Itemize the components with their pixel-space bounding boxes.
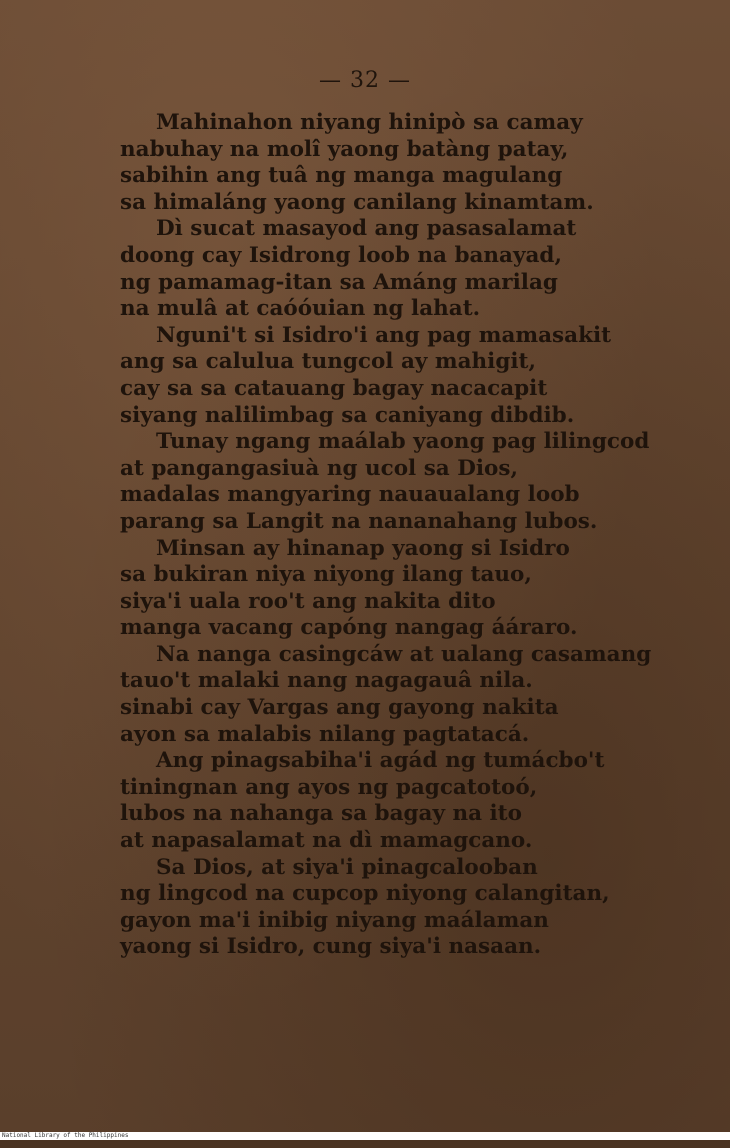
poem-line: tiningnan ang ayos ng pagcatotoó, [120, 774, 538, 800]
poem-line: sabihin ang tuâ ng manga magulang [120, 163, 563, 189]
stanza [120, 216, 700, 322]
poem-line: nabuhay na molî yaong batàng patay, [120, 136, 569, 162]
page-number: — 32 — [319, 68, 411, 93]
poem-line: tauo't malaki nang nagagauâ nila. [120, 668, 533, 694]
footer-bar [0, 1132, 730, 1140]
stanza [120, 855, 700, 961]
poem-line: ang sa calulua tungcol ay mahigit, [120, 349, 536, 375]
poem-line: ng pamamag-itan sa Amáng marilag [120, 269, 558, 295]
poem-line: manga vacang capóng nangag ááraro. [120, 615, 578, 641]
poem-line: na mulâ at caóóuian ng lahat. [120, 296, 481, 322]
poem-line: sinabi cay Vargas ang gayong nakita [120, 695, 559, 721]
poem-line: sa bukiran niya niyong ilang tauo, [120, 562, 532, 588]
poem-line: Na nanga casingcáw at ualang casamang [156, 641, 652, 667]
stanza [120, 323, 700, 429]
poem-line: yaong si Isidro, cung siya'i nasaan. [120, 934, 542, 960]
poem-line: lubos na nahanga sa bagay na ito [120, 801, 522, 827]
poem-line: Nguni't si Isidro'i ang pag mamasakit [156, 322, 612, 348]
stanza [120, 429, 700, 535]
poem-text [120, 110, 700, 961]
poem-line: at pangangasiuà ng ucol sa Dios, [120, 455, 518, 481]
poem-line: parang sa Langit na nananahang lubos. [120, 508, 598, 534]
poem-line: Dì sucat masayod ang pasasalamat [156, 216, 577, 242]
poem-line: ayon sa malabis nilang pagtatacá. [120, 721, 530, 747]
poem-line: siyang nalilimbag sa caniyang dibdib. [120, 402, 575, 428]
poem-line: siya'i uala roo't ang nakita dito [120, 588, 496, 614]
poem-line: Minsan ay hinanap yaong si Isidro [156, 535, 570, 561]
poem-line: sa himaláng yaong canilang kinamtam. [120, 189, 594, 215]
poem-line: Sa Dios, at siya'i pinagcalooban [156, 854, 538, 880]
poem-line: at napasalamat na dì mamagcano. [120, 828, 533, 854]
poem-line: Mahinahon niyang hinipò sa camay [156, 110, 583, 135]
stanza [120, 642, 700, 748]
stanza [120, 536, 700, 642]
poem-line: cay sa sa catauang bagay nacacapit [120, 375, 548, 401]
poem-line: doong cay Isidrong loob na banayad, [120, 242, 562, 268]
poem-line: Ang pinagsabiha'i agád ng tumácbo't [156, 748, 605, 774]
poem-line: gayon ma'i inibig niyang maálaman [120, 907, 549, 933]
poem-line: Tunay ngang maálab yaong pag lilingcod [156, 429, 650, 455]
poem-line: madalas mangyaring nauaualang loob [120, 482, 580, 508]
stanza [120, 110, 700, 216]
poem-line: ng lingcod na cupcop niyong calangitan, [120, 881, 610, 907]
footer-credit: National Library of the Philippines [2, 1132, 129, 1139]
stanza [120, 748, 700, 854]
